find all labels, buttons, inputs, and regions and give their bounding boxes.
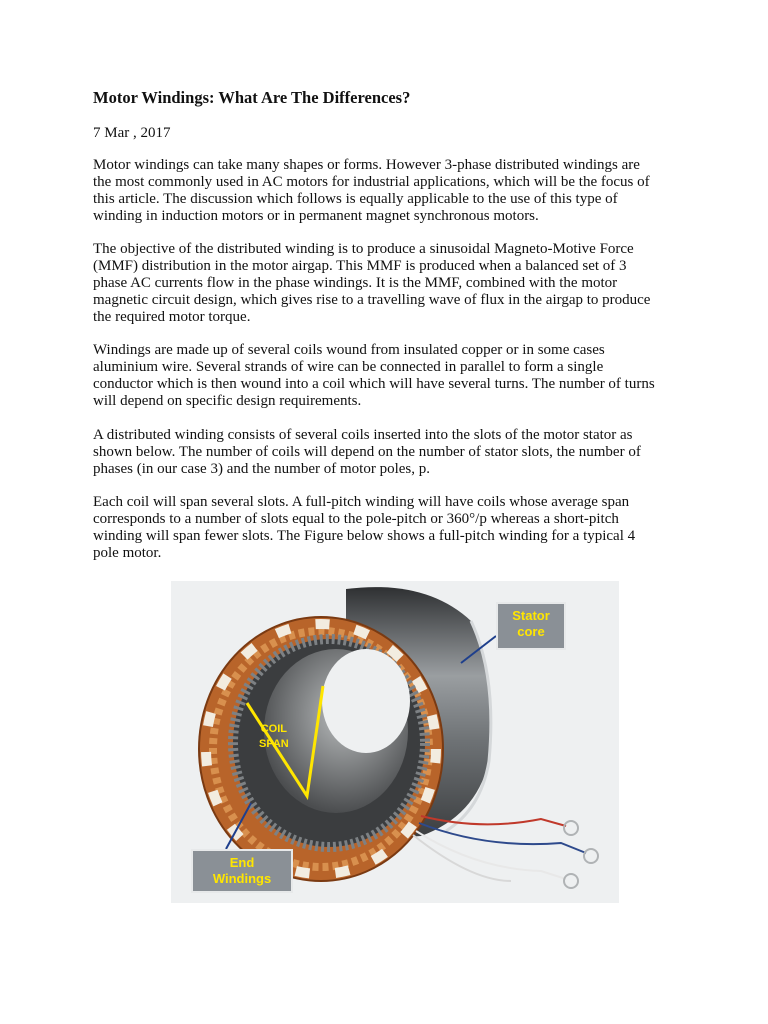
text-line: The objective of the distributed winding is to produce a sinusoidal Magneto-Motive Force	[93, 241, 634, 257]
stator-figure	[171, 581, 619, 903]
callout-line: COIL	[260, 723, 288, 735]
text-line: magnetic circuit design, which gives rise to a travelling wave of flux in the airgap to produce	[93, 292, 651, 308]
terminal-lug	[564, 821, 578, 835]
text-line: will depend on specific design requirements.	[93, 393, 362, 409]
callout-line: core	[517, 624, 545, 639]
lead-wire-white	[416, 831, 566, 879]
callout-line: Stator	[512, 608, 550, 623]
text-line: Windings are made up of several coils wound from insulated copper or in some cases	[93, 342, 605, 358]
text-line: Each coil will span several slots. A full-pitch winding will have coils whose average span	[93, 494, 630, 510]
text-line: aluminium wire. Several strands of wire can be connected in parallel to form a single	[93, 359, 604, 375]
lead-wire-blue	[419, 823, 586, 853]
coil-span-label	[259, 722, 289, 752]
text-line: (MMF) distribution in the motor airgap. This MMF is produced when a balanced set of 3	[93, 258, 627, 274]
stator-core-callout	[496, 602, 566, 650]
paragraph-1	[93, 157, 693, 225]
paragraph-4	[93, 427, 693, 478]
bore-opening	[322, 649, 410, 753]
text-line: winding in induction motors or in permanent magnet synchronous motors.	[93, 208, 539, 224]
text-line: the required motor torque.	[93, 309, 251, 325]
text-line: shown below. The number of coils will depend on the number of stator slots, the number of	[93, 444, 641, 460]
article-title: Motor Windings: What Are The Differences?	[93, 88, 411, 107]
text-line: conductor which is then wound into a coil which will have several turns. The number of turns	[93, 376, 655, 392]
paragraph-2	[93, 241, 693, 326]
text-line: winding will span fewer slots. The Figure below shows a full-pitch winding for a typical 4	[93, 528, 636, 544]
terminal-lug	[564, 874, 578, 888]
paragraph-5	[93, 494, 693, 562]
text-line: pole motor.	[93, 545, 162, 561]
paragraph-3	[93, 342, 693, 410]
text-line: phases (in our case 3) and the number of motor poles, p.	[93, 461, 430, 477]
text-line: corresponds to a number of slots equal to the pole-pitch or 360°/p whereas a short-pitch	[93, 511, 619, 527]
text-line: phase AC currents flow in the phase windings. It is the MMF, combined with the motor	[93, 275, 618, 291]
text-line: A distributed winding consists of several coils inserted into the slots of the motor stator as	[93, 427, 633, 443]
text-line: the most commonly used in AC motors for industrial applications, which will be the focus of	[93, 174, 650, 190]
text-line: Motor windings can take many shapes or forms. However 3-phase distributed windings are	[93, 157, 640, 173]
text-line: this article. The discussion which follows is equally applicable to the use of this type of	[93, 191, 618, 207]
callout-line: Windings	[212, 871, 272, 886]
end-windings-callout	[191, 849, 293, 893]
article-date: 7 Mar , 2017	[93, 125, 171, 141]
callout-line: End	[229, 855, 255, 870]
callout-line: SPAN	[259, 738, 289, 750]
terminal-lug	[584, 849, 598, 863]
